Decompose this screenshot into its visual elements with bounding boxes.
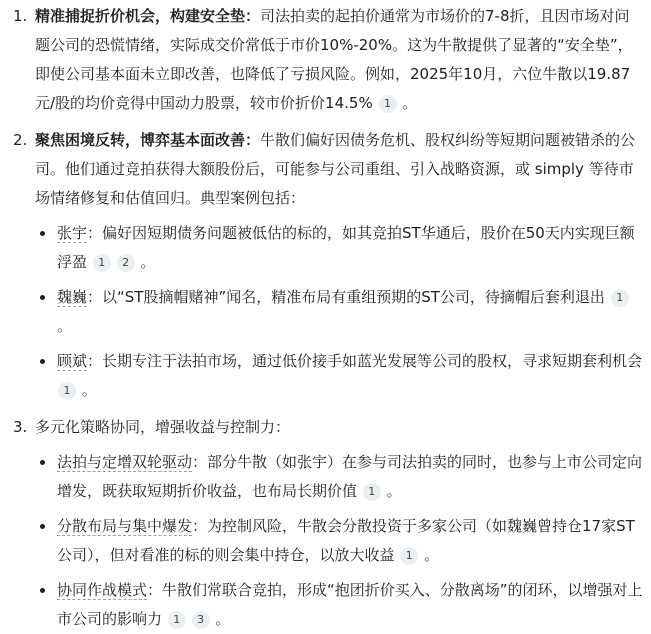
citation-badge[interactable]: 1 [93,254,111,272]
sub-item-text: ：偏好因短期债务问题被低估的标的，如其竞拍ST华通后，股价在50天内实现巨额浮盈 [57,224,635,271]
item-title: 聚焦困境反转，博弈基本面改善： [35,131,261,149]
sub-list-item [35,448,643,506]
sub-list-item [35,219,643,277]
sub-item-text: ：以“ST股摘帽赌神”闻名，精准布局有重组预期的ST公司，待摘帽后套利退出 [87,288,605,306]
citation-badge[interactable]: 2 [117,254,135,272]
citation-badge[interactable]: 1 [611,289,629,307]
list-item-2 [0,126,643,405]
item-text: 司法拍卖的起拍价通常为市场价的7-8折，且因市场对问题公司的恐慌情绪，实际成交价常低于市价10%-20%。这为牛散提供了显著的“安全垫”，即使公司基本面未立即改善，也降低了亏损风险。例如，2025年10月，六位牛散以19.87元/股的均价竞得中国动力股票，较市价折价14.5% [35,7,633,112]
sub-item-tail: 。 [386,482,402,500]
citation-badge[interactable]: 1 [58,382,76,400]
item-tail: 。 [402,94,418,112]
sub-item-text: ：长期专注于法拍市场，通过低价接手如蓝光发展等公司的股权，寻求短期套利机会 [87,352,643,370]
sub-list-item [35,347,643,405]
investor-name[interactable]: 顾斌 [57,352,88,370]
sub-list-item [35,576,643,634]
bullet-icon [40,231,45,236]
item-text: ： [275,418,291,436]
list-item-3 [0,413,643,634]
citation-badge[interactable]: 1 [400,547,418,565]
sub-list-item [35,283,643,341]
sub-item-tail: 。 [215,610,231,628]
sub-item-text: ：部分牛散（如张宇）在参与司法拍卖的同时，也参与上市公司定向增发，既获取短期折价收益，也布局长期价值 [57,453,643,500]
sub-item-text: ：为控制风险，牛散会分散投资于多家公司（如魏巍曾持仓17家ST公司），但对看准的标的则会集中持仓，以放大收益 [57,517,635,564]
investor-name[interactable]: 魏巍 [57,288,88,306]
bullet-icon [40,524,45,529]
list-item-1 [0,2,643,118]
item-title: 精准捕捉折价机会，构建安全垫： [35,7,261,25]
case-list [35,219,643,405]
citation-badge[interactable]: 3 [192,611,210,629]
sub-item-tail: 。 [140,253,156,271]
strategy-name[interactable]: 协同作战模式 [57,581,148,599]
strategy-list [0,2,643,634]
bullet-icon [40,588,45,593]
item-text: 牛散们偏好因债务危机、股权纠纷等短期问题被错杀的公司。他们通过竞拍获得大额股份后，可能参与公司重组、引入战略资源，或 simply 等待市场情绪修复和估值回归。典型案例包括： [35,131,636,207]
strategy-sub-list [35,448,643,634]
citation-badge[interactable]: 1 [363,483,381,501]
list-number: 3. [13,418,28,436]
sub-item-text: ：牛散们常联合竞拍，形成“抱团折价买入、分散离场”的闭环，以增强对上市公司的影响力 [57,581,643,628]
bullet-icon [40,359,45,364]
sub-item-tail: 。 [81,381,97,399]
list-number: 1. [13,7,28,25]
citation-badge[interactable]: 1 [168,611,186,629]
strategy-name[interactable]: 分散布局与集中爆发 [57,517,193,535]
item-title: 多元化策略协同，增强收益与控制力 [35,418,276,436]
investor-name[interactable]: 张宇 [57,224,88,242]
citation-badge[interactable]: 1 [379,95,397,113]
sub-list-item [35,512,643,570]
bullet-icon [40,460,45,465]
bullet-icon [40,295,45,300]
list-number: 2. [13,131,28,149]
sub-item-tail: 。 [57,317,73,335]
sub-item-tail: 。 [424,546,440,564]
item-paragraph [35,2,643,118]
strategy-name[interactable]: 法拍与定增双轮驱动 [57,453,193,471]
item-paragraph [35,126,643,213]
item-paragraph [35,413,643,442]
